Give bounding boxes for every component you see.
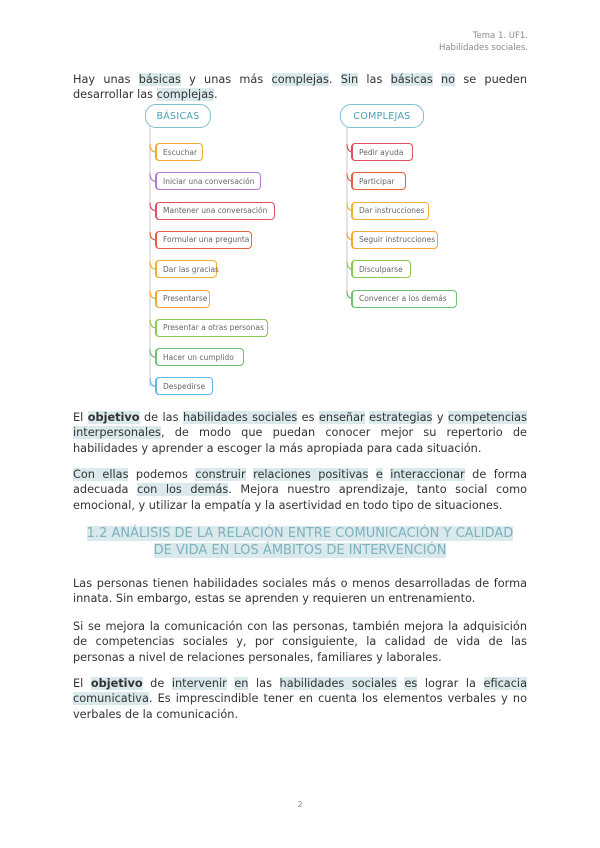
- header-line-1: Tema 1. UF1.: [472, 31, 528, 41]
- basicas-node: Presentar a otras personas: [155, 319, 268, 337]
- header-line-2: Habilidades sociales.: [438, 43, 528, 53]
- basicas-node: Iniciar una conversación: [155, 172, 261, 190]
- complejas-node: Dar instrucciones: [351, 202, 429, 220]
- page-number: 2: [297, 800, 303, 809]
- objective-paragraph: El objetivo de las habilidades sociales es enseñar estrategias y competencias interpersonales, de modo que puedan conocer mejor su repertorio de habilidades y aprender a escoger la más apropiada para cada situación.: [73, 411, 527, 455]
- basicas-node: Escuchar: [155, 143, 203, 161]
- section-heading-line-2: DE VIDA EN LOS ÁMBITOS DE INTERVENCIÓN: [153, 542, 447, 558]
- basicas-root-node: BÁSICAS: [145, 104, 211, 128]
- innate-paragraph: Las personas tienen habilidades sociales más o menos desarrolladas de forma innata. Sin embargo, estas se aprenden y requieren un entrenamiento.: [73, 577, 527, 606]
- section-heading-line-1: 1.2 ANÁLISIS DE LA RELACIÓN ENTRE COMUNICACIÓN Y CALIDAD: [86, 526, 514, 541]
- complejas-node: Convencer a los demás: [351, 290, 457, 308]
- complejas-node: Participar: [351, 172, 406, 190]
- basicas-node: Presentarse: [155, 290, 210, 308]
- section-heading: [73, 526, 527, 559]
- complejas-node: Pedir ayuda: [351, 143, 413, 161]
- communication-paragraph: Si se mejora la comunicación con las personas, también mejora la adquisición de competencias sociales y, por consiguiente, la calidad de vida de las personas a nivel de relaciones personales, familiares y laborales.: [73, 620, 527, 664]
- complejas-root-node: COMPLEJAS: [340, 104, 424, 128]
- skills-diagram: [0, 0, 600, 410]
- diagram-connectors: [0, 0, 600, 410]
- complejas-node: Disculparse: [351, 260, 411, 278]
- basicas-node: Despedirse: [155, 377, 213, 395]
- basicas-node: Formular una pregunta: [155, 231, 252, 249]
- intervention-paragraph: El objetivo de intervenir en las habilidades sociales es lograr la eficacia comunicativa. Es imprescindible tener en cuenta los elementos verbales y no verbales de la comunicación.: [73, 677, 527, 721]
- complejas-node: Seguir instrucciones: [351, 231, 438, 249]
- intro-paragraph: Hay unas básicas y unas más complejas. Sin las básicas no se pueden desarrollar las complejas.: [73, 73, 527, 102]
- basicas-node: Mantener una conversación: [155, 202, 275, 220]
- relations-paragraph: Con ellas podemos construir relaciones positivas e interaccionar de forma adecuada con los demás. Mejora nuestro aprendizaje, tanto social como emocional, y utilizar la empatía y la asertividad en todo tipo de situaciones.: [73, 468, 528, 512]
- basicas-node: Hacer un cumplido: [155, 348, 244, 366]
- basicas-node: Dar las gracias: [155, 260, 217, 278]
